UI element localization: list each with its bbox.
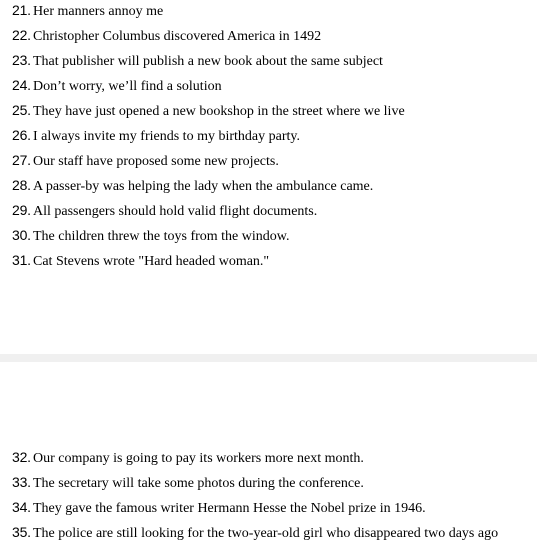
item-text: A passer-by was helping the lady when the ambulance came.	[33, 179, 374, 194]
list-item	[0, 50, 405, 75]
list-item	[0, 0, 405, 25]
list-item	[0, 447, 498, 472]
item-number: 35.	[12, 524, 31, 540]
list-item	[0, 225, 405, 250]
item-text: Christopher Columbus discovered America in 1492	[33, 29, 322, 44]
list-item	[0, 522, 498, 543]
item-text: I always invite my friends to my birthday party.	[33, 129, 300, 144]
list-item	[0, 100, 405, 125]
item-text: All passengers should hold valid flight documents.	[33, 204, 318, 219]
list-item	[0, 150, 405, 175]
list-item	[0, 200, 405, 225]
item-number: 33.	[12, 474, 31, 490]
item-number: 25.	[12, 102, 31, 118]
item-number: 28.	[12, 177, 31, 193]
item-number: 22.	[12, 27, 31, 43]
item-number: 29.	[12, 202, 31, 218]
item-text: The children threw the toys from the window.	[33, 229, 290, 244]
item-text: They gave the famous writer Hermann Hesse the Nobel prize in 1946.	[33, 501, 426, 516]
item-number: 31.	[12, 252, 31, 268]
item-number: 34.	[12, 499, 31, 515]
list-item	[0, 75, 405, 100]
item-text: The police are still looking for the two-year-old girl who disappeared two days ago	[33, 526, 499, 541]
sentence-list-page-1	[0, 0, 405, 275]
list-item	[0, 25, 405, 50]
item-text: The secretary will take some photos during the conference.	[33, 476, 364, 491]
item-number: 21.	[12, 2, 31, 18]
item-text: Cat Stevens wrote "Hard headed woman."	[33, 254, 270, 269]
item-number: 27.	[12, 152, 31, 168]
item-number: 24.	[12, 77, 31, 93]
item-text: Our staff have proposed some new projects.	[33, 154, 279, 169]
list-item	[0, 472, 498, 497]
list-item	[0, 175, 405, 200]
item-number: 26.	[12, 127, 31, 143]
list-item	[0, 497, 498, 522]
page-separator	[0, 354, 537, 362]
item-number: 23.	[12, 52, 31, 68]
item-text: Her manners annoy me	[33, 4, 164, 19]
item-number: 30.	[12, 227, 31, 243]
list-item	[0, 125, 405, 150]
item-number: 32.	[12, 449, 31, 465]
item-text: Don’t worry, we’ll find a solution	[33, 79, 222, 94]
list-item	[0, 250, 405, 275]
item-text: That publisher will publish a new book about the same subject	[33, 54, 383, 69]
item-text: They have just opened a new bookshop in the street where we live	[33, 104, 405, 119]
sentence-list-page-2	[0, 447, 498, 543]
item-text: Our company is going to pay its workers more next month.	[33, 451, 364, 466]
